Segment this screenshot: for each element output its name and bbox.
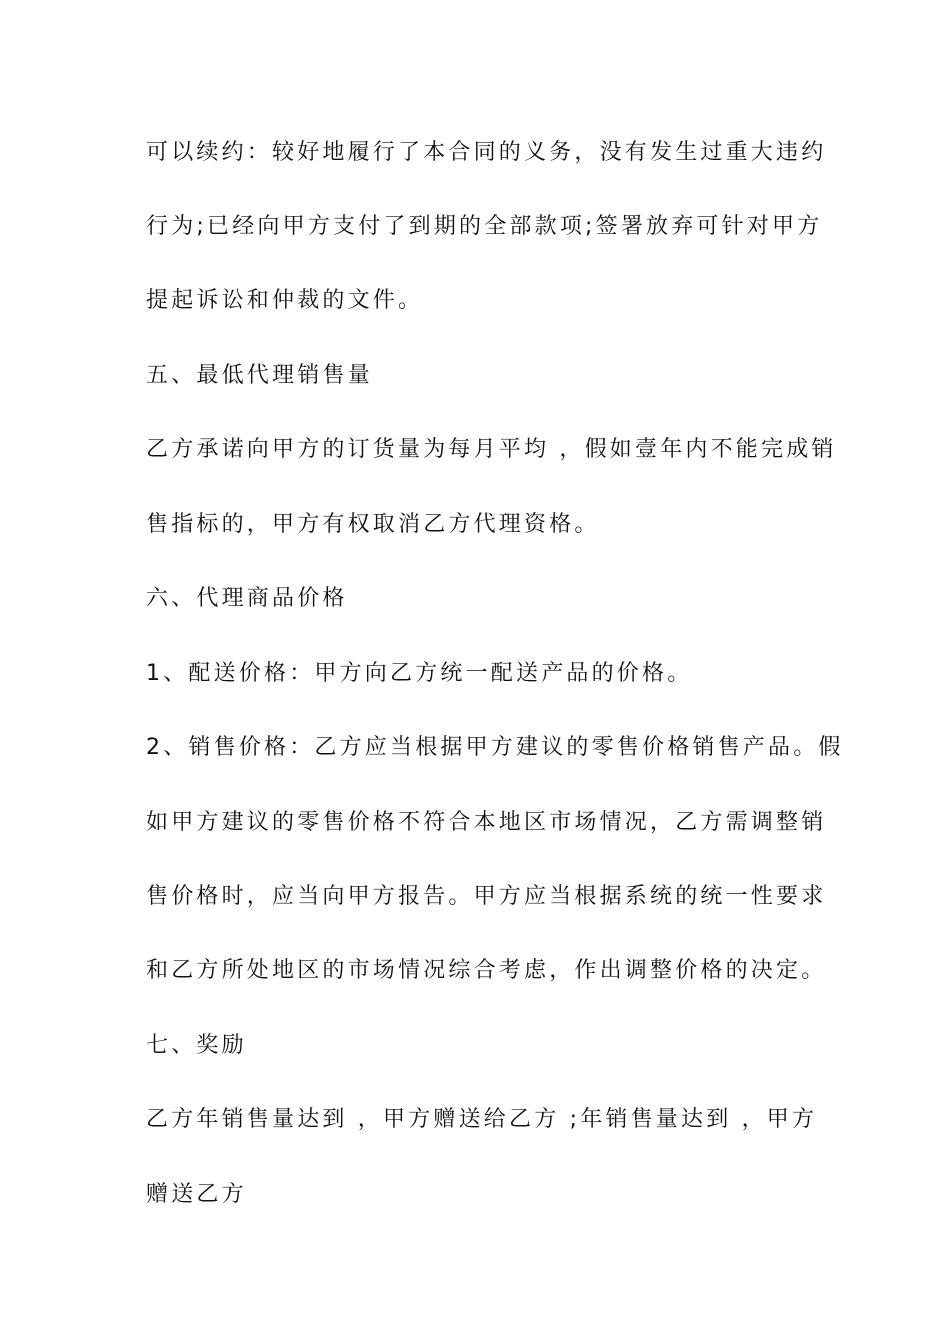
paragraph-line-sales-price-4: 和乙方所处地区的市场情况综合考虑，作出调整价格的决定。 [146,958,827,983]
section-heading-minimum-sales: 五、最低代理销售量 [146,363,373,388]
paragraph-line-sales-price-3: 售价格时，应当向甲方报告。甲方应当根据系统的统一性要求 [146,884,827,909]
paragraph-line-rewards-1: 乙方年销售量达到 ，甲方赠送给乙方 ;年销售量达到 ，甲方 [146,1107,818,1132]
section-heading-rewards: 七、奖励 [146,1033,247,1058]
section-heading-product-price: 六、代理商品价格 [146,586,348,611]
paragraph-line-sales-price-2: 如甲方建议的零售价格不符合本地区市场情况，乙方需调整销 [146,810,827,835]
paragraph-line-delivery-price: 1、配送价格：甲方向乙方统一配送产品的价格。 [146,661,693,686]
paragraph-line-rewards-2: 赠送乙方 [146,1182,247,1207]
paragraph-line-minimum-sales-2: 售指标的，甲方有权取消乙方代理资格。 [146,512,600,537]
paragraph-line-sales-price-1: 2、销售价格：乙方应当根据甲方建议的零售价格销售产品。假 [146,735,844,760]
paragraph-line-renewal-3: 提起诉讼和仲裁的文件。 [146,288,424,313]
paragraph-line-renewal-2: 行为;已经向甲方支付了到期的全部款项;签署放弃可针对甲方 [146,214,823,239]
paragraph-line-renewal-1: 可以续约：较好地履行了本合同的义务，没有发生过重大违约 [146,140,827,165]
paragraph-line-minimum-sales-1: 乙方承诺向甲方的订货量为每月平均 ，假如壹年内不能完成销 [146,437,837,462]
